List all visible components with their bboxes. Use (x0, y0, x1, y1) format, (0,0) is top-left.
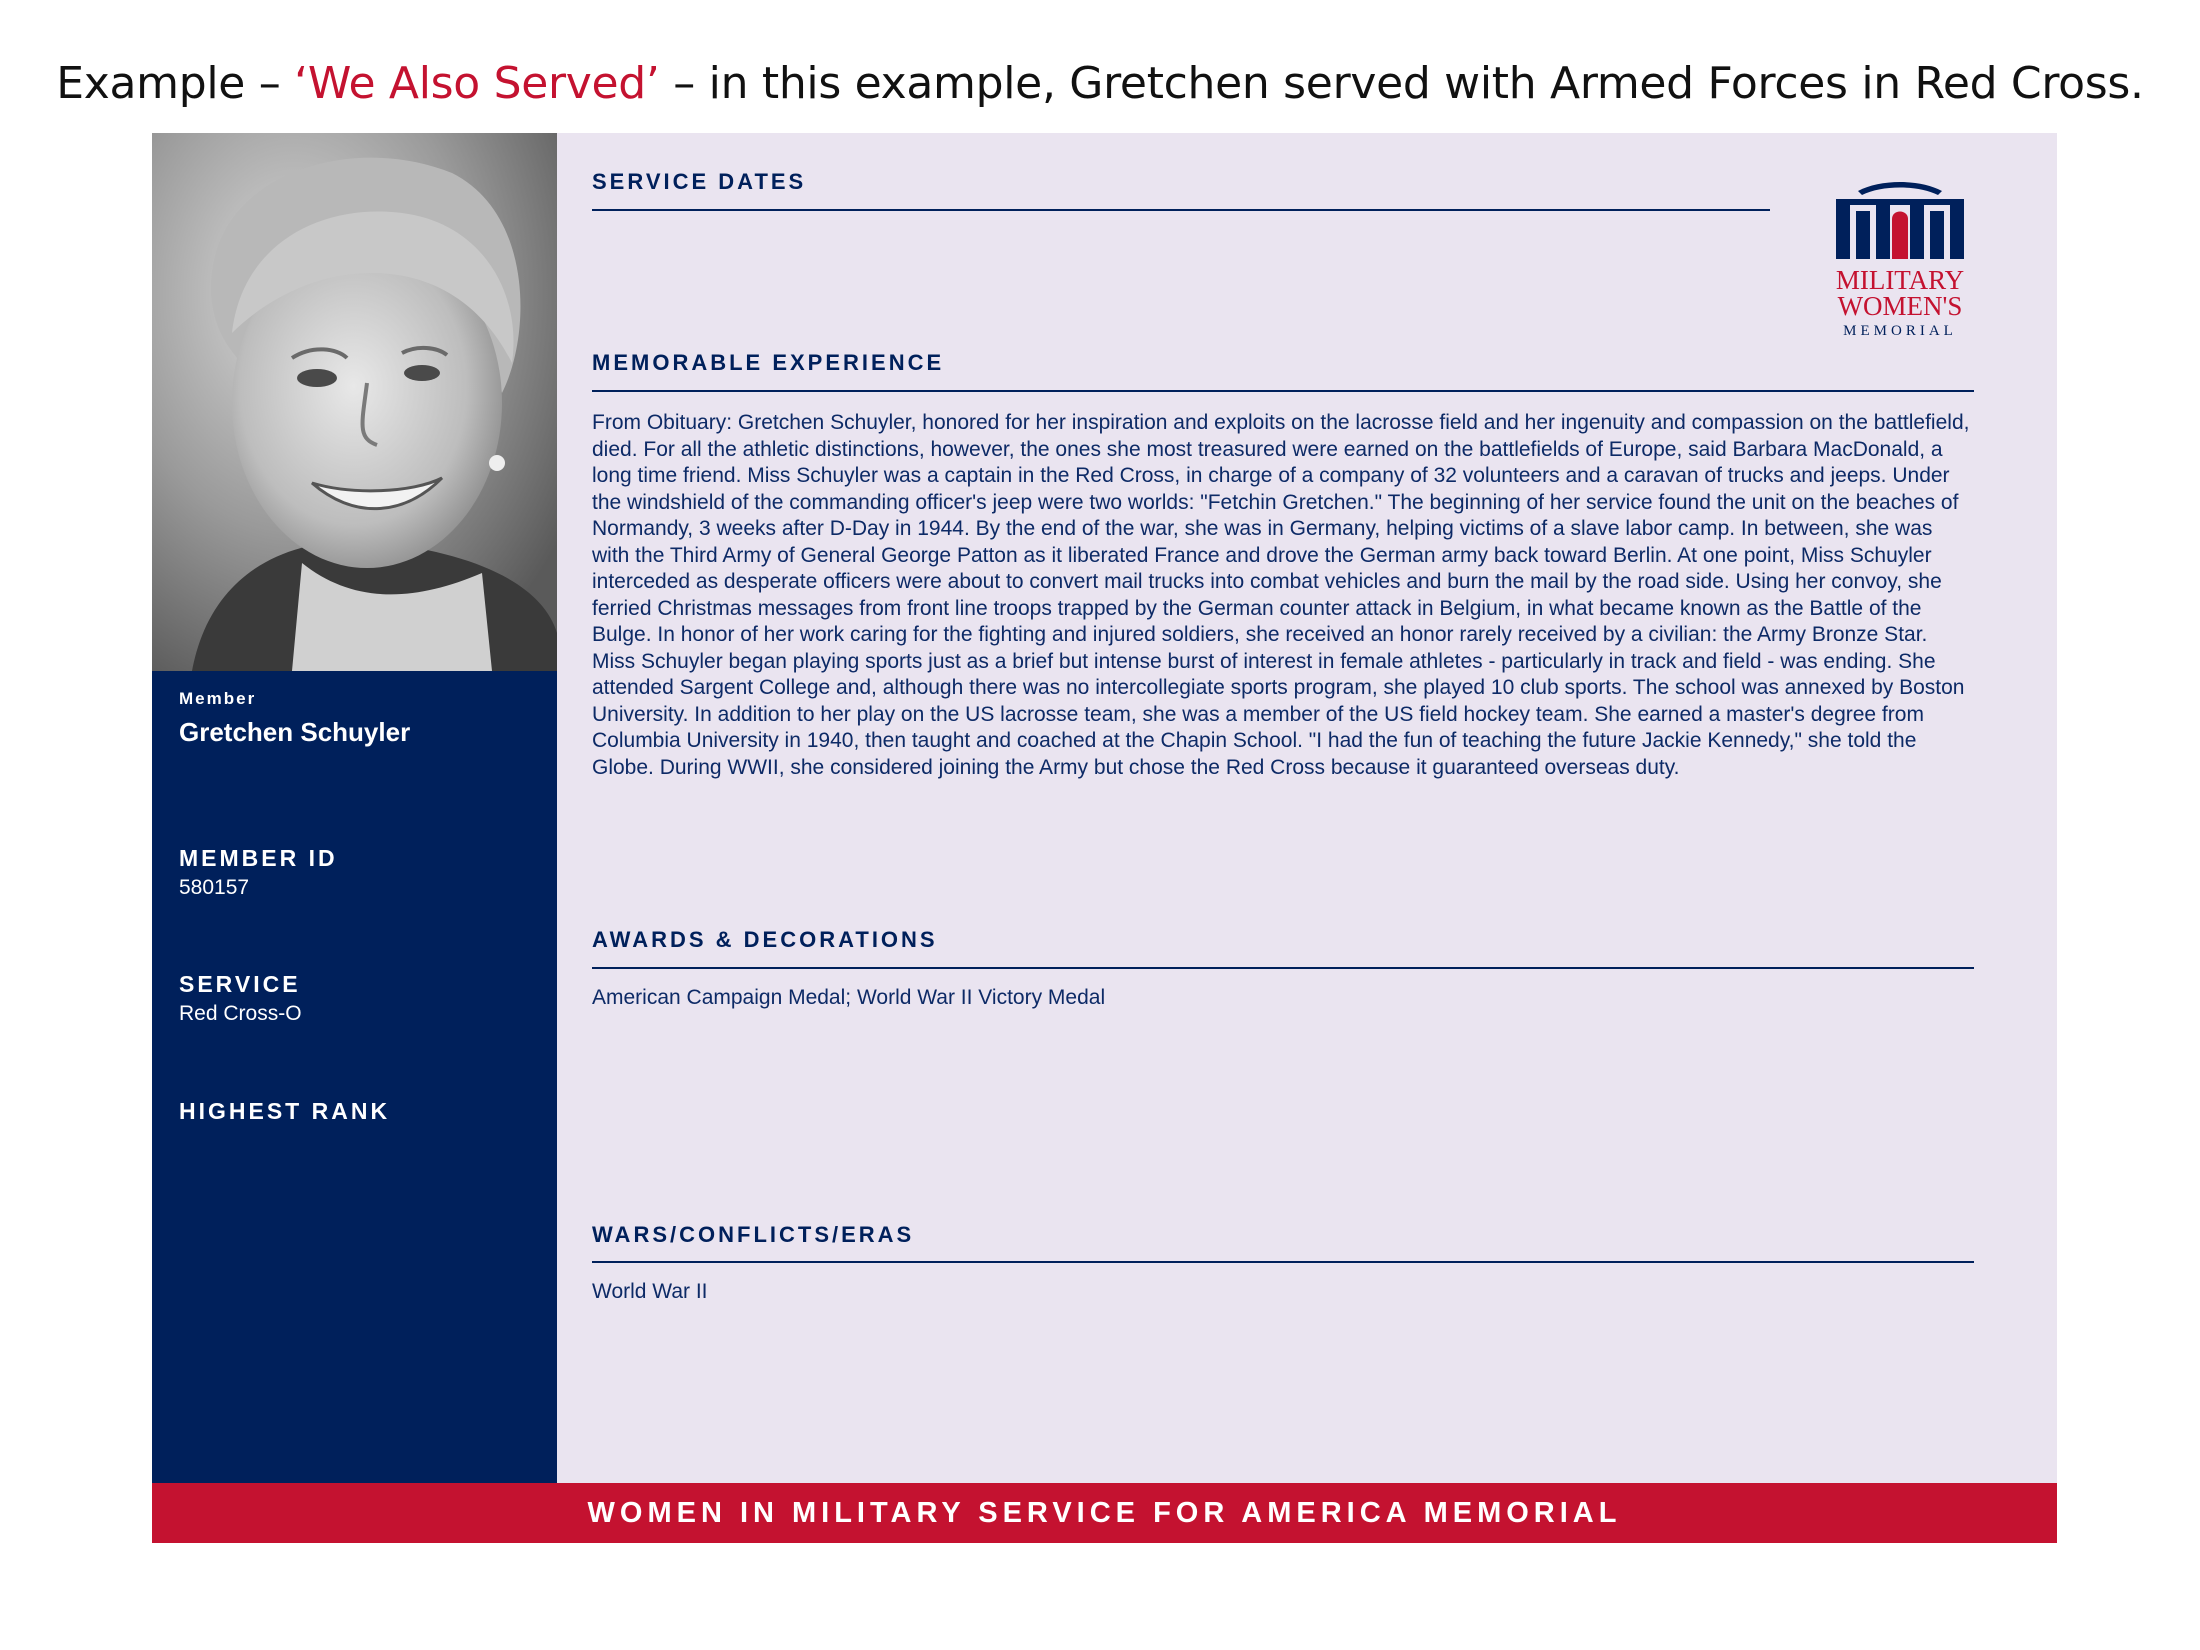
logo-line-3: MEMORIAL (1843, 323, 1957, 339)
member-label: Member (179, 689, 257, 708)
service-block (179, 971, 302, 1026)
page-heading (0, 58, 2200, 109)
member-id-value: 580157 (179, 876, 250, 899)
member-block (179, 689, 410, 748)
portrait-illustration (152, 133, 557, 671)
awards-title: AWARDS & DECORATIONS (592, 927, 938, 952)
memorable-experience-rule (592, 390, 1974, 392)
service-label: SERVICE (179, 971, 301, 997)
memorial-logo (1820, 173, 1980, 343)
heading-highlight: ‘We Also Served’ (294, 58, 660, 109)
logo-line-2: WOMEN'S (1837, 291, 1963, 321)
memorial-logo-icon (1820, 173, 1980, 263)
wars-body: World War II (592, 1280, 708, 1303)
service-dates-title: SERVICE DATES (592, 169, 807, 194)
heading-prefix: Example – (56, 58, 295, 109)
member-id-label: MEMBER ID (179, 845, 338, 871)
wars-title: WARS/CONFLICTS/ERAS (592, 1222, 915, 1247)
wars-rule (592, 1261, 1974, 1263)
service-dates-rule (592, 209, 1770, 211)
member-profile-card (152, 133, 2057, 1543)
member-id-block (179, 845, 338, 900)
logo-line-1: MILITARY (1835, 265, 1965, 295)
service-value: Red Cross-O (179, 1002, 302, 1025)
member-sidebar (152, 133, 557, 1483)
footer-banner: WOMEN IN MILITARY SERVICE FOR AMERICA MEMORIAL (152, 1483, 2057, 1543)
memorable-experience-body: From Obituary: Gretchen Schuyler, honored for her inspiration and exploits on the lacrosse field and her ingenuity and compassion on the battlefield, died. For all the athletic distinctions, however, the ones she most treasured were earned on the battlefields of Europe, said Barbara MacDonald, a long time friend. Miss Schuyler was a captain in the Red Cross, in charge of a company of 32 volunteers and a caravan of trucks and jeeps. Under the windshield of the commanding officer's jeep were two worlds: "Fetchin Gretchen." The beginning of her service found the unit on the beaches of Normandy, 3 weeks after D-Day in 1944. By the end of the war, she was in Germany, helping victims of a slave labor camp. In between, she was with the Third Army of General George Patton as it liberated France and drove the German army back toward Berlin. At one point, Miss Schuyler interceded as desperate officers were about to convert mail trucks into combat vehicles and burn the mail by the road side. Using her convoy, she ferried Christmas messages from front line troops trapped by the German counter attack in Belgium, in what became known as the Battle of the Bulge. In honor of her work caring for the fighting and injured soldiers, she received an honor rarely received by a civilian: the Army Bronze Star. Miss Schuyler began playing sports just as a brief but intense burst of interest in female athletes - particularly in track and field - was ending. She attended Sargent College and, although there was no intercollegiate sports program, she played 10 club sports. The school was annexed by Boston University. In addition to her play on the US lacrosse team, she was a member of the US field hockey team. She earned a master's degree from Columbia University in 1940, then taught and coached at the Chapin School. "I had the fun of teaching the future Jackie Kennedy," she told the Globe. During WWII, she considered joining the Army but chose the Red Cross because it guaranteed overseas duty. (592, 411, 1970, 779)
heading-suffix: – in this example, Gretchen served with Armed Forces in Red Cross. (659, 58, 2144, 109)
highest-rank-block (179, 1098, 390, 1129)
memorable-experience-title: MEMORABLE EXPERIENCE (592, 350, 945, 375)
member-name: Gretchen Schuyler (179, 717, 411, 747)
highest-rank-label: HIGHEST RANK (179, 1098, 391, 1124)
member-details (592, 133, 1992, 1483)
portrait-photo (152, 133, 557, 671)
awards-rule (592, 967, 1974, 969)
awards-body: American Campaign Medal; World War II Victory Medal (592, 986, 1106, 1009)
